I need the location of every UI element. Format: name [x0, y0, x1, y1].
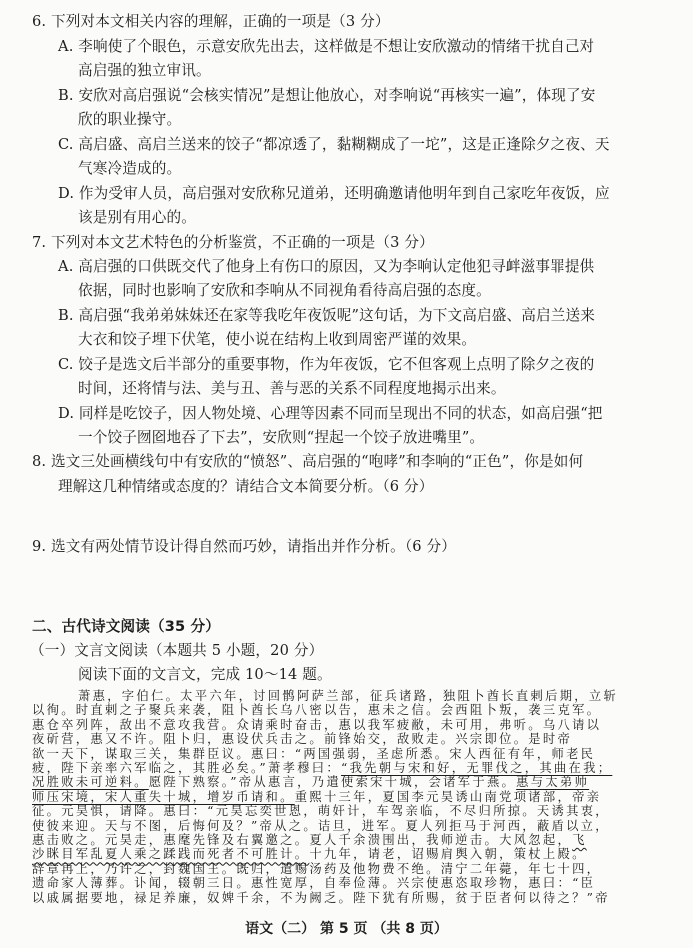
passage-line-14: 遗命家人薄葬。讣闻，辍朝三日。惠性宽厚，自奉俭薄。兴宗使惠恣取珍物，惠曰：“臣 — [32, 876, 596, 891]
subsection-title: （一）文言文阅读（本题共 5 小题，20 分） — [30, 642, 324, 659]
passage-line-11 — [32, 833, 587, 847]
passage-line-10: 使彼来迎。天与不图，后悔何及？”帝从之。诘旦，进军。夏人列拒马于河西，蔽盾以立， — [32, 818, 610, 833]
q7-option-d-line1: D. 同样是吃饺子，因人物处境、心理等因素不同而呈现出不同的状态，如高启强“把 — [58, 405, 603, 422]
q6-option-a-line1: A. 李响使了个眼色，示意安欣先出去，这样做是不想让安欣激动的情绪干扰自己对 — [58, 38, 595, 55]
passage-line-2: 以徇。时直剌之子聚兵来袭，阻卜酋长乌八密以告，惠未之信。会西阻卜叛，袭三克军。 — [32, 703, 602, 718]
passage-line-9: 征。元昊惧，请降。惠曰：“元昊忘奕世恩，萌奸计，车驾亲临，不尽归所掠。天诱其衷， — [32, 804, 610, 819]
q7-option-a-line2: 依据，同时也影响了安欣和李响从不同视角看待高启强的态度。 — [78, 282, 491, 299]
q6-option-c-line1: C. 高启盛、高启兰送来的饺子“都凉透了，黏糊糊成了一坨”，这是正逢除夕之夜、天 — [58, 136, 610, 153]
wavy-underlined-sentence: 沙眯目军乱夏人乘之蹂践而死者不可胜计。 — [32, 847, 310, 862]
q6-option-a-line2: 高启强的独立审讯。 — [78, 62, 211, 79]
q7-option-b-line1: B. 高启强“我弟弟妹妹还在家等我吃年夜饭呢”这句话，为下文高启盛、高启兰送来 — [58, 307, 595, 324]
underlined-sentence: 况胜败未可逆料。 — [32, 775, 149, 790]
q6-option-b-line2: 欣的职业操守。 — [78, 111, 182, 128]
q7-option-b-line2: 大衣和饺子埋下伏笔，使小说在结构上收到周密严谨的效果。 — [78, 331, 477, 348]
q7-option-c-line2: 时间，还将情与法、美与丑、善与恶的关系不同程度地揭示出来。 — [78, 380, 506, 397]
wavy-underlined-sentence: 飞 — [572, 833, 587, 847]
page-footer: 语文（二） 第 5 页 （共 8 页） — [245, 921, 448, 937]
passage-line-4: 夜斫营，惠又不许。阻卜归，惠设伏兵击之。前锋始交，敌败走。兴宗即位。是时帝 — [32, 732, 573, 747]
q7-option-a-line1: A. 高启强的口供既交代了他身上有伤口的原因，又为李响认定他犯寻衅滋事罪提供 — [58, 258, 595, 275]
q8-line2: 理解这几种情绪或态度的？请结合文本简要分析。（6 分） — [58, 478, 434, 495]
q6-option-d-line2: 该是别有用心的。 — [78, 209, 196, 226]
passage-text: 重熙十三年，夏国李元昊诱山南党项诸部，帝亲 — [294, 789, 602, 804]
section-title: 二、古代诗文阅读（35 分） — [32, 618, 221, 635]
passage-line-15: 以戚属据要地，禄足养廉，奴婢千余，不为阙乏。陛下犹有所赐，贫于臣者何以待之？”帝 — [32, 890, 610, 905]
q6-option-d-line1: D. 作为受审人员，高启强对安欣称兄道弟，还明确邀请他明年到自己家吃年夜饭，应 — [58, 185, 610, 202]
q7-stem: 7. 下列对本文艺术特色的分析鉴赏，不正确的一项是（3 分） — [32, 234, 434, 251]
passage-line-7 — [32, 775, 589, 789]
q6-stem: 6. 下列对本文相关内容的理解，正确的一项是（3 分） — [32, 13, 390, 30]
passage-line-3: 惠仓卒列阵，敌出不意攻我营。众请乘时奋击，惠以我军疲敝，未可用，弗听。乌八请以 — [32, 717, 602, 732]
underlined-sentence: “我先朝与宋和好，无罪伐之，其曲在我； — [340, 761, 613, 775]
q8-line1: 8. 选文三处画横线句中有安欣的“愤怒”、高启强的“咆哮”和李响的“正色”，你是如何 — [32, 453, 584, 470]
passage-line-12 — [32, 847, 587, 861]
underlined-sentence: 师压宋境，宋人重失十城，增岁币请和。 — [32, 789, 295, 804]
passage-line-5: 欲一天下，谋取三关，集群臣议。惠曰：“两国强弱，圣虑所悉。宋人西征有年，师老民 — [32, 746, 596, 761]
q7-option-c-line1: C. 饺子是选文后半部分的重要事物，作为年夜饭，它不但客观上点明了除夕之夜的 — [58, 356, 595, 373]
passage-text: 愿陛下熟察。”帝从惠言，乃遣使索宋十城，会诸军于燕。 — [148, 775, 517, 790]
passage-line-6 — [32, 761, 612, 775]
passage-text: 十九年，请老，诏赐肩舆入朝，策杖上殿。 — [309, 847, 587, 862]
reading-instruction: 阅读下面的文言文，完成 10～14 题。 — [78, 666, 332, 683]
passage-text: 惠击败之。元昊走，惠麾先锋及右翼邀之。夏人千余溃围出，我师逆击。大风忽起， — [32, 833, 573, 847]
q6-option-b-line1: B. 安欣对高启强说“会核实情况”是想让他放心，对李响说“再核实一遍”，体现了安 — [58, 87, 596, 104]
q7-option-d-line2: 一个饺子囫囵地吞了下去”，安欣则“捏起一个饺子放进嘴里”。 — [78, 429, 485, 446]
q6-option-c-line2: 气寒冷造成的。 — [78, 160, 182, 177]
underlined-sentence: 惠与太弟帅 — [516, 775, 590, 790]
passage-text: 疲，陛下亲率六军临之，其胜必矣。”萧孝穆曰： — [32, 761, 341, 775]
passage-line-8 — [32, 790, 601, 804]
passage-line-13: 辞章再上，乃许之，封魏国王。既归，遣赐汤药及他物费不绝。清宁二年薨，年七十四， — [32, 861, 602, 876]
q9: 9. 选文有两处情节设计得自然而巧妙，请指出并作分析。（6 分） — [32, 538, 457, 555]
passage-line-1: 萧惠，字伯仁。太平六年，讨回鹘阿萨兰部，征兵诸路，独阻卜酋长直剌后期，立斩 — [78, 689, 619, 703]
